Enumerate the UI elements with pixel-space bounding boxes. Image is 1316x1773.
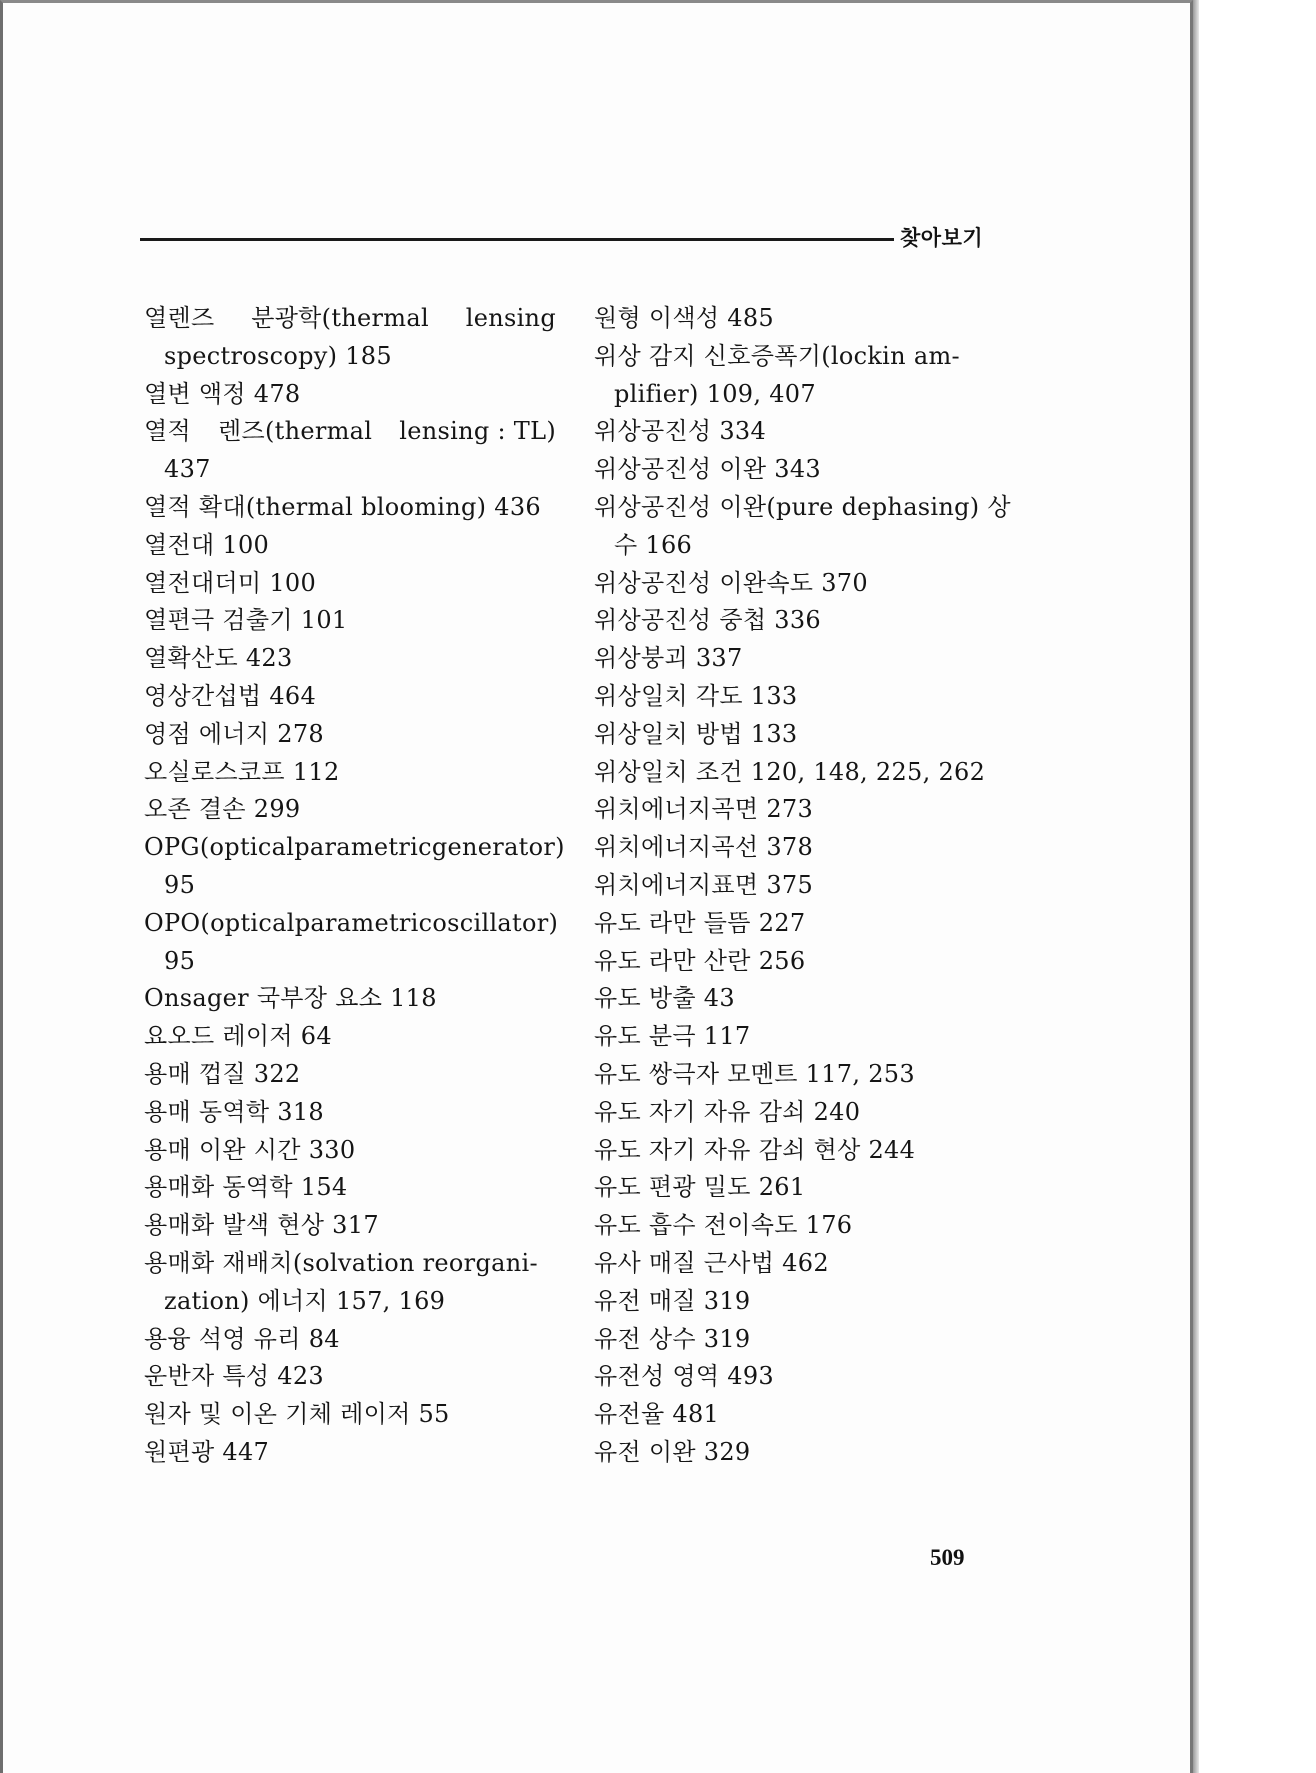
- index-entry: [144, 905, 559, 943]
- index-entry: 유도 쌍극자 모멘트 117, 253: [594, 1059, 915, 1088]
- index-entry: Onsager 국부장 요소 118: [144, 984, 437, 1013]
- index-entry: 위상일치 방법 133: [594, 719, 798, 748]
- index-entry: 위치에너지표면 375: [594, 870, 814, 899]
- index-entry: 오실로스코프 112: [144, 757, 340, 786]
- index-entry-word: OPG(optical: [144, 833, 295, 862]
- index-entry-word: 열적: [144, 417, 191, 446]
- index-entry: 위상 감지 신호증폭기(lockin am-: [594, 341, 960, 370]
- index-entry: 유전율 481: [594, 1400, 720, 1429]
- index-entry: 유도 분극 117: [594, 1022, 751, 1051]
- index-entry: 용매 동역학 318: [144, 1097, 324, 1126]
- index-entry: 열편극 검출기 101: [144, 606, 348, 635]
- page-edge-shadow: [1193, 0, 1199, 1773]
- index-entry: 원형 이색성 485: [594, 304, 774, 332]
- index-entry: 유전 이완 329: [594, 1437, 751, 1466]
- index-entry: 위상공진성 이완 343: [594, 455, 821, 484]
- index-entry: 위상공진성 이완속도 370: [594, 568, 868, 597]
- index-entry: 용융 석영 유리 84: [144, 1324, 340, 1353]
- index-column-left: [144, 300, 565, 1472]
- index-entry-word: lensing : TL): [399, 417, 556, 446]
- index-entry: [144, 829, 565, 867]
- index-entry-word: lensing: [465, 304, 556, 332]
- index-entry: 열전대 100: [144, 530, 270, 559]
- index-entry: 열적 확대(thermal blooming) 436: [144, 492, 541, 521]
- index-entry-continuation: 수 166: [614, 530, 693, 559]
- index-entry: 유도 자기 자유 감쇠 현상 244: [594, 1135, 916, 1164]
- running-head: 찾아보기: [900, 226, 984, 250]
- index-entry-continuation: 95: [164, 946, 196, 975]
- index-entry: 열전대더미 100: [144, 568, 317, 597]
- index-entry-word: parametric: [294, 908, 433, 937]
- index-entry: 용매화 발색 현상 317: [144, 1211, 379, 1240]
- index-entry-continuation: zation) 에너지 157, 169: [164, 1286, 446, 1315]
- index-entry: 위상공진성 334: [594, 417, 767, 446]
- index-entry: [144, 413, 556, 451]
- index-entry: 위치에너지곡면 273: [594, 795, 814, 824]
- index-entry: 오존 결손 299: [144, 795, 301, 824]
- index-entry-continuation: plifier) 109, 407: [614, 379, 816, 408]
- index-entry-word: 분광학(thermal: [251, 304, 429, 332]
- index-entry-continuation: 95: [164, 870, 196, 899]
- index-entry: 위치에너지곡선 378: [594, 833, 814, 862]
- index-entry: 유도 편광 밀도 261: [594, 1173, 806, 1202]
- index-entry: 유도 라만 산란 256: [594, 946, 806, 975]
- index-entry: 원자 및 이온 기체 레이저 55: [144, 1400, 450, 1429]
- index-entry: 유전 상수 319: [594, 1324, 751, 1353]
- index-entry-word: oscillator): [432, 908, 559, 937]
- index-entry: 유도 흡수 전이속도 176: [594, 1211, 853, 1240]
- index-entry: [144, 300, 556, 338]
- index-entry: 용매 이완 시간 330: [144, 1135, 356, 1164]
- index-entry-word: generator): [431, 833, 565, 862]
- index-entry: 원편광 447: [144, 1437, 270, 1466]
- index-entry: 위상일치 조건 120, 148, 225, 262: [594, 757, 986, 786]
- index-entry-word: 렌즈(thermal: [218, 417, 373, 446]
- index-entry-word: 열렌즈: [144, 304, 215, 332]
- index-entry: 위상공진성 이완(pure dephasing) 상: [594, 492, 1011, 521]
- index-entry: 열확산도 423: [144, 644, 293, 673]
- index-entry: 위상붕괴 337: [594, 644, 743, 673]
- index-entry: 유도 라만 들뜸 227: [594, 908, 806, 937]
- index-entry-continuation: spectroscopy) 185: [164, 341, 392, 370]
- index-entry: 용매화 재배치(solvation reorgani-: [144, 1248, 538, 1277]
- index-entry: 용매 껍질 322: [144, 1059, 301, 1088]
- index-entry: 영상간섭법 464: [144, 681, 317, 710]
- index-entry-word: OPO(optical: [144, 908, 295, 937]
- index-entry: 요오드 레이저 64: [144, 1022, 332, 1051]
- index-entry: 유도 자기 자유 감쇠 240: [594, 1097, 861, 1126]
- index-column-right: [594, 300, 1011, 1472]
- index-entry: 유도 방출 43: [594, 984, 735, 1013]
- index-entry: 열변 액정 478: [144, 379, 301, 408]
- index-entry-continuation: 437: [164, 455, 211, 484]
- index-entry: 유전 매질 319: [594, 1286, 751, 1315]
- index-entry: 위상일치 각도 133: [594, 681, 798, 710]
- index-entry: 용매화 동역학 154: [144, 1173, 348, 1202]
- index-entry: 유사 매질 근사법 462: [594, 1248, 829, 1277]
- header-rule: [140, 238, 894, 241]
- index-entry: 유전성 영역 493: [594, 1362, 774, 1391]
- index-entry-word: parametric: [294, 833, 432, 862]
- index-entry: 위상공진성 중첩 336: [594, 606, 821, 635]
- index-entry: 운반자 특성 423: [144, 1362, 324, 1391]
- index-entry: 영점 에너지 278: [144, 719, 324, 748]
- page-number: 509: [930, 1545, 965, 1570]
